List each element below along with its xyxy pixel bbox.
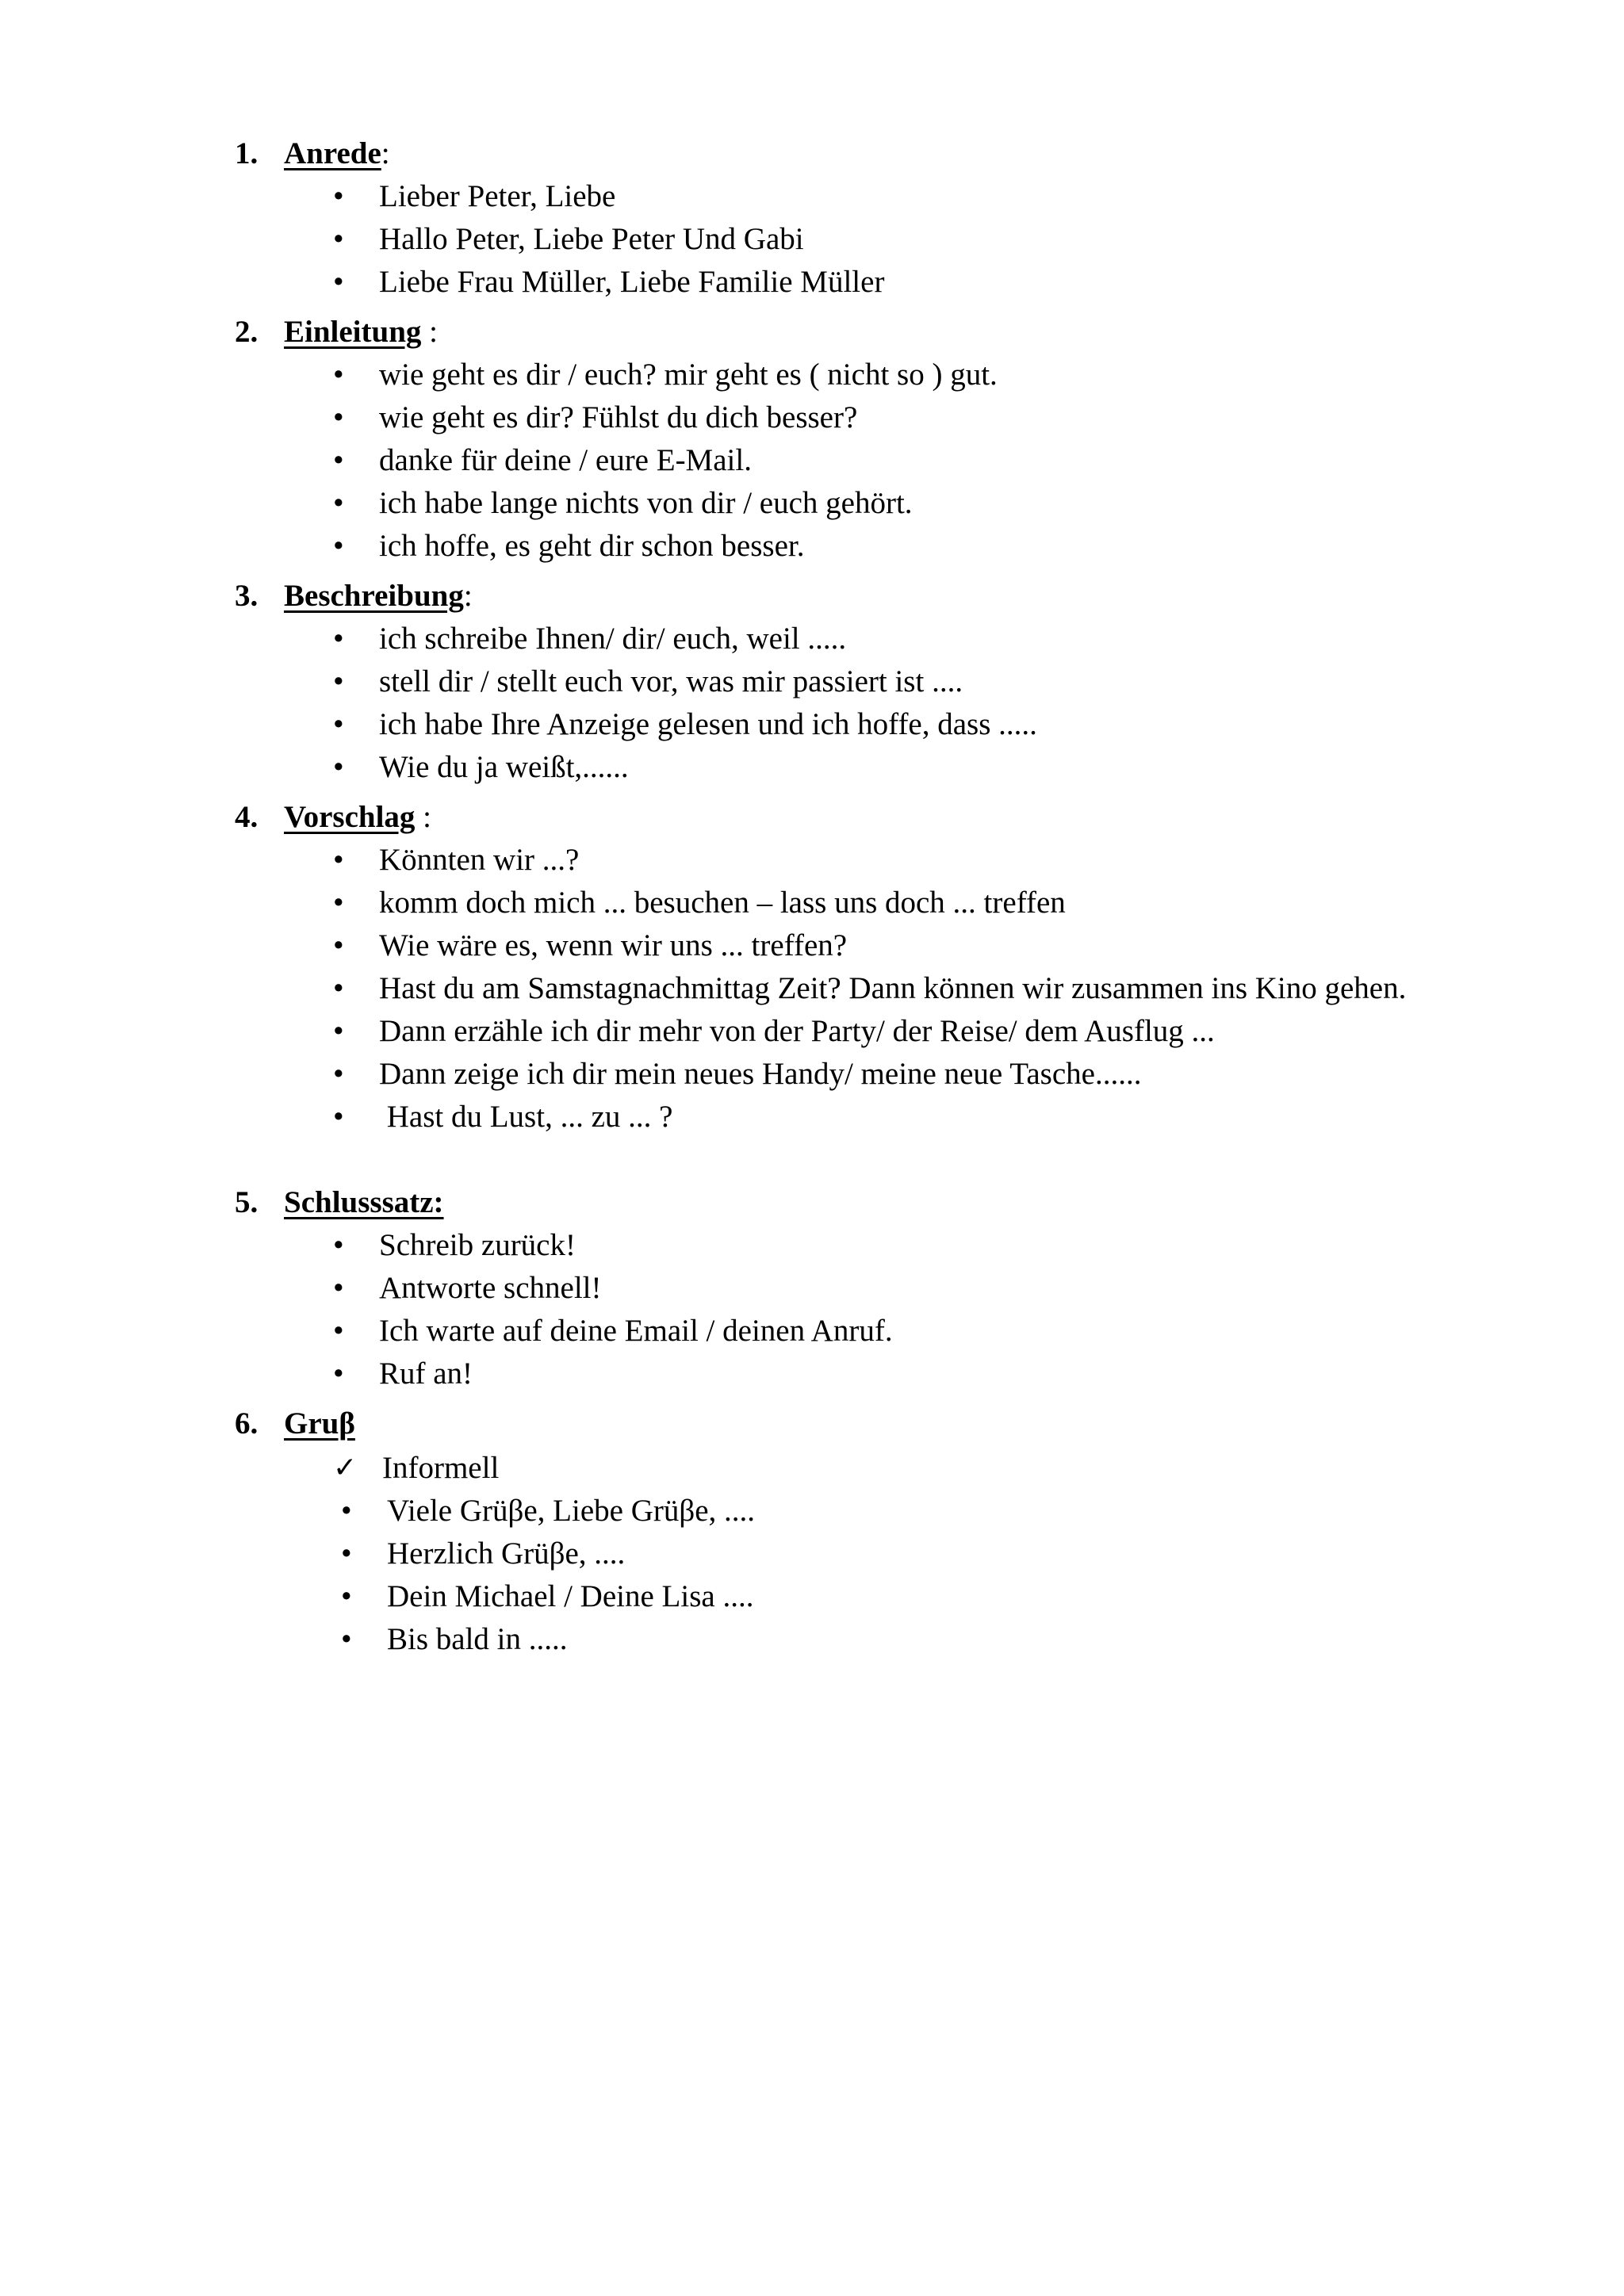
bullet-icon: • (341, 1536, 352, 1571)
bullet-icon: • (333, 222, 344, 256)
section-suffix: : (415, 800, 432, 834)
list-item-text: Informell (382, 1451, 500, 1485)
bullet-icon: • (333, 622, 344, 656)
list-item-text: Lieber Peter, Liebe (379, 179, 616, 213)
bullet-icon: • (333, 1314, 344, 1348)
bullet-icon: • (333, 843, 344, 877)
section-number: 5. (235, 1185, 259, 1219)
section-title: Schlusssatz: (284, 1185, 444, 1219)
list-item-text: Hast du Lust, ... zu ... ? (379, 1100, 673, 1134)
list-item-text: Wie wäre es, wenn wir uns ... treffen? (379, 928, 848, 962)
bullet-icon: • (333, 750, 344, 784)
bullet-icon: • (333, 1057, 344, 1091)
section-title: Gruβ (284, 1406, 355, 1441)
bullet-icon: • (333, 1100, 344, 1134)
section-number: 6. (235, 1406, 259, 1441)
section-heading-schlusssatz (235, 1181, 444, 1224)
section-number: 3. (235, 579, 259, 613)
section-number: 2. (235, 315, 259, 349)
section-suffix: : (381, 136, 390, 170)
list-item-text: ich habe lange nichts von dir / euch gehört. (379, 486, 913, 520)
section-suffix: : (463, 579, 473, 613)
section-heading-einleitung (235, 311, 438, 354)
bullet-icon: • (333, 664, 344, 698)
section-title: Beschreibung (284, 579, 464, 613)
bullet-icon: • (333, 265, 344, 299)
section-number: 4. (235, 800, 259, 834)
list-item-text: Bis bald in ..... (387, 1622, 568, 1656)
bullet-icon: • (333, 529, 344, 563)
list-item-text: danke für deine / eure E-Mail. (379, 443, 752, 477)
section-title: Vorschlag (284, 800, 416, 834)
list-item-text: Wie du ja weißt,...... (379, 750, 629, 784)
bullet-icon: • (333, 707, 344, 741)
bullet-icon: • (341, 1622, 352, 1656)
bullet-icon: • (333, 443, 344, 477)
section-suffix: : (421, 315, 438, 349)
list-item-text: Dein Michael / Deine Lisa .... (387, 1579, 754, 1613)
list-item-text: Liebe Frau Müller, Liebe Familie Müller (379, 265, 885, 299)
list-item-text: Dann zeige ich dir mein neues Handy/ meine neue Tasche...... (379, 1057, 1142, 1091)
list-item-text: ich schreibe Ihnen/ dir/ euch, weil ..... (379, 622, 847, 656)
list-item-text: wie geht es dir? Fühlst du dich besser? (379, 400, 858, 434)
bullet-icon: • (333, 486, 344, 520)
list-item-text: stell dir / stellt euch vor, was mir passiert ist .... (379, 664, 963, 698)
list-item-text: Viele Grüβe, Liebe Grüβe, .... (387, 1494, 756, 1528)
list-item-text: Ruf an! (379, 1357, 473, 1391)
bullet-icon: • (333, 400, 344, 434)
bullet-icon: • (333, 1357, 344, 1391)
bullet-icon: • (333, 886, 344, 920)
bullet-icon: • (333, 1228, 344, 1262)
section-title: Anrede (284, 136, 381, 170)
bullet-icon: • (333, 971, 344, 1005)
section-heading-vorschlag (235, 796, 431, 839)
checkmark-icon: ✓ (333, 1452, 358, 1484)
list-item-text: Hallo Peter, Liebe Peter Und Gabi (379, 222, 804, 256)
list-item-text: Dann erzähle ich dir mehr von der Party/ der Reise/ dem Ausflug ... (379, 1014, 1215, 1048)
bullet-icon: • (333, 1271, 344, 1305)
list-item-text: ich habe Ihre Anzeige gelesen und ich hoffe, dass ..... (379, 707, 1037, 741)
list-item-text: Herzlich Grüβe, .... (387, 1536, 626, 1571)
list-item-text: komm doch mich ... besuchen – lass uns doch ... treffen (379, 886, 1066, 920)
bullet-icon: • (333, 179, 344, 213)
section-heading-anrede (235, 132, 390, 175)
section-number: 1. (235, 136, 259, 170)
bullet-icon: • (341, 1579, 352, 1613)
section-heading-gruss (235, 1402, 355, 1445)
list-item-text: ich hoffe, es geht dir schon besser. (379, 529, 805, 563)
list-item-text: Hast du am Samstagnachmittag Zeit? Dann können wir zusammen ins Kino gehen. (379, 971, 1407, 1005)
list-item-text: Ich warte auf deine Email / deinen Anruf. (379, 1314, 893, 1348)
list-item-text: Antworte schnell! (379, 1271, 602, 1305)
list-item-text: wie geht es dir / euch? mir geht es ( nicht so ) gut. (379, 358, 998, 392)
list-item-text: Könnten wir ...? (379, 843, 580, 877)
section-title: Einleitung (284, 315, 422, 349)
bullet-icon: • (341, 1494, 352, 1528)
bullet-icon: • (333, 928, 344, 962)
section-heading-beschreibung (235, 575, 473, 618)
bullet-icon: • (333, 358, 344, 392)
list-item-text: Schreib zurück! (379, 1228, 576, 1262)
bullet-icon: • (333, 1014, 344, 1048)
